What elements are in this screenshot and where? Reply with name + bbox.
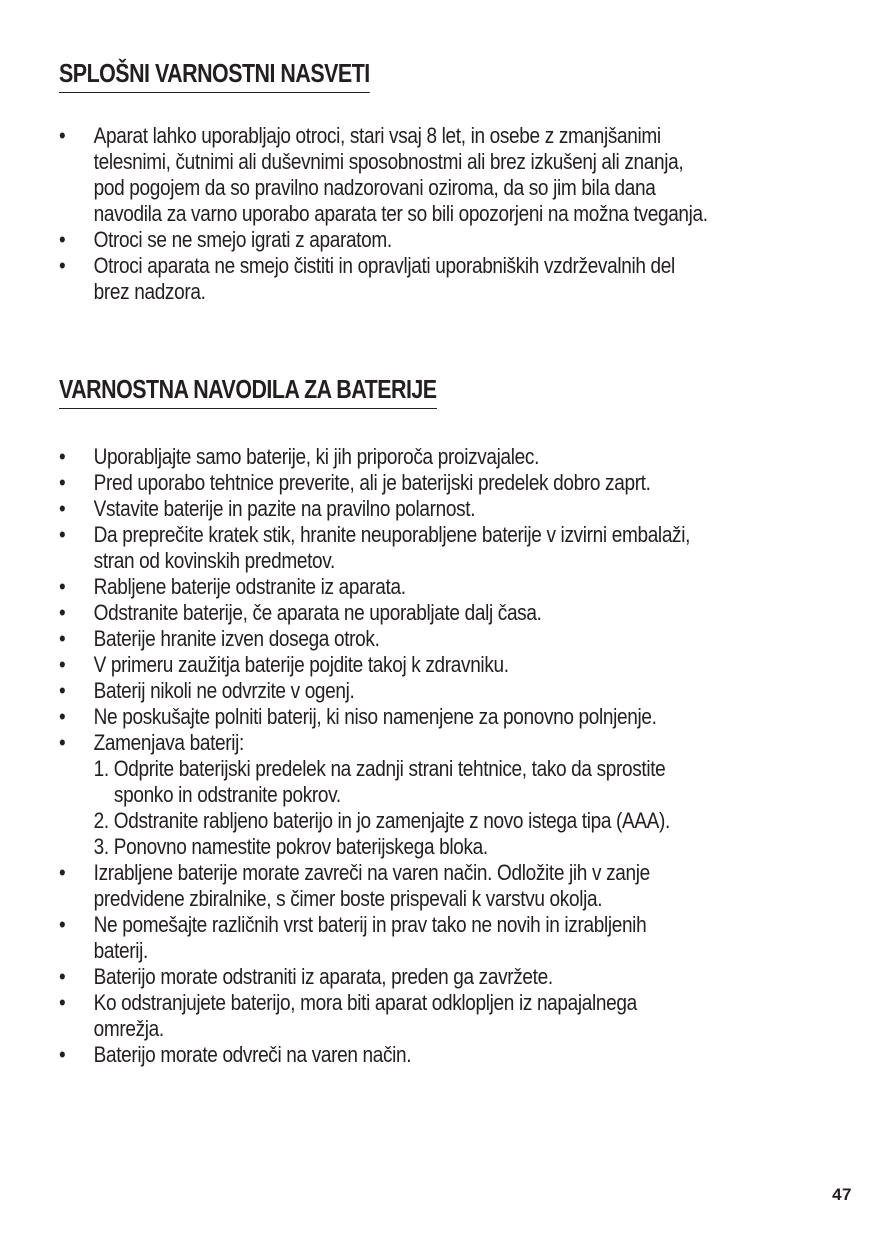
list-item <box>59 444 820 470</box>
general-safety-list <box>59 123 886 305</box>
list-item-line: baterij. <box>93 938 149 963</box>
list-item-line: • Da preprečite kratek stik, hranite neuporabljene baterije v izvirni embalaži, <box>93 522 691 547</box>
list-item <box>59 990 820 1042</box>
list-item-line: • Baterijo morate odvreči na varen način. <box>93 1042 412 1067</box>
list-item-line: omrežja. <box>93 1016 164 1041</box>
list-item-line: telesnimi, čutnimi ali duševnimi sposobnostmi ali brez izkušenj ali znanja, <box>93 149 684 174</box>
list-item <box>59 912 820 964</box>
list-item-line: • Pred uporabo tehtnice preverite, ali je baterijski predelek dobro zaprt. <box>93 470 651 495</box>
list-item-line: pod pogojem da so pravilno nadzorovani oziroma, da so jim bila dana <box>93 175 656 200</box>
list-item <box>59 227 820 253</box>
step-line: 2. Odstranite rabljeno baterijo in jo zamenjajte z novo istega tipa (AAA). <box>93 808 670 833</box>
list-item <box>59 626 820 652</box>
list-item <box>59 496 820 522</box>
section-title-general-safety: SPLOŠNI VARNOSTNI NASVETI <box>59 58 370 93</box>
list-item-line: navodila za varno uporabo aparata ter so bili opozorjeni na možna tveganja. <box>93 201 708 226</box>
list-item-line: stran od kovinskih predmetov. <box>93 548 335 573</box>
list-item <box>59 600 820 626</box>
list-item <box>59 964 820 990</box>
list-item-battery-replacement <box>59 730 820 860</box>
page-number: 47 <box>832 1185 852 1204</box>
section-title-battery-safety: VARNOSTNA NAVODILA ZA BATERIJE <box>59 374 437 409</box>
list-item-line: • Otroci aparata ne smejo čistiti in opravljati uporabniških vzdrževalnih del <box>93 253 675 278</box>
list-item <box>59 652 820 678</box>
list-item-line: • Rabljene baterije odstranite iz aparata. <box>93 574 406 599</box>
step-line: sponko in odstranite pokrov. <box>113 782 341 807</box>
list-item-line: • Izrabljene baterije morate zavreči na varen način. Odložite jih v zanje <box>93 860 650 885</box>
list-item-line: • Ne poskušajte polniti baterij, ki niso namenjene za ponovno polnjenje. <box>93 704 657 729</box>
list-item <box>59 522 820 574</box>
list-item-line: • Vstavite baterije in pazite na pravilno polarnost. <box>93 496 476 521</box>
list-item-line: • Baterijo morate odstraniti iz aparata, preden ga zavržete. <box>93 964 553 989</box>
list-item-line: predvidene zbiralnike, s čimer boste prispevali k varstvu okolja. <box>93 886 603 911</box>
replacement-step-3 <box>94 834 820 860</box>
list-item-line: • Otroci se ne smejo igrati z aparatom. <box>93 227 392 252</box>
list-item-line: • Zamenjava baterij: <box>93 730 244 755</box>
list-item <box>59 574 820 600</box>
list-item-line: • V primeru zaužitja baterije pojdite takoj k zdravniku. <box>93 652 509 677</box>
step-line: 3. Ponovno namestite pokrov baterijskega bloka. <box>93 834 488 859</box>
list-item <box>59 1042 820 1068</box>
list-item <box>59 123 820 227</box>
battery-safety-list <box>59 444 886 1068</box>
list-item-line: • Ko odstranjujete baterijo, mora biti aparat odklopljen iz napajalnega <box>93 990 637 1015</box>
replacement-step-2 <box>94 808 820 834</box>
list-item-line: • Baterij nikoli ne odvrzite v ogenj. <box>93 678 355 703</box>
list-item <box>59 860 820 912</box>
step-line: 1. Odprite baterijski predelek na zadnji strani tehtnice, tako da sprostite <box>93 756 666 781</box>
list-item <box>59 470 820 496</box>
list-item-line: • Aparat lahko uporabljajo otroci, stari vsaj 8 let, in osebe z zmanjšanimi <box>93 123 661 148</box>
list-item <box>59 253 820 305</box>
list-item <box>59 678 820 704</box>
list-item-line: • Odstranite baterije, če aparata ne uporabljate dalj časa. <box>93 600 542 625</box>
list-item-line: • Uporabljajte samo baterije, ki jih priporoča proizvajalec. <box>93 444 540 469</box>
replacement-step-1 <box>94 756 820 808</box>
list-item-line: • Ne pomešajte različnih vrst baterij in prav tako ne novih in izrabljenih <box>93 912 647 937</box>
list-item <box>59 704 820 730</box>
list-item-line: brez nadzora. <box>93 279 206 304</box>
list-item-line: • Baterije hranite izven dosega otrok. <box>93 626 380 651</box>
